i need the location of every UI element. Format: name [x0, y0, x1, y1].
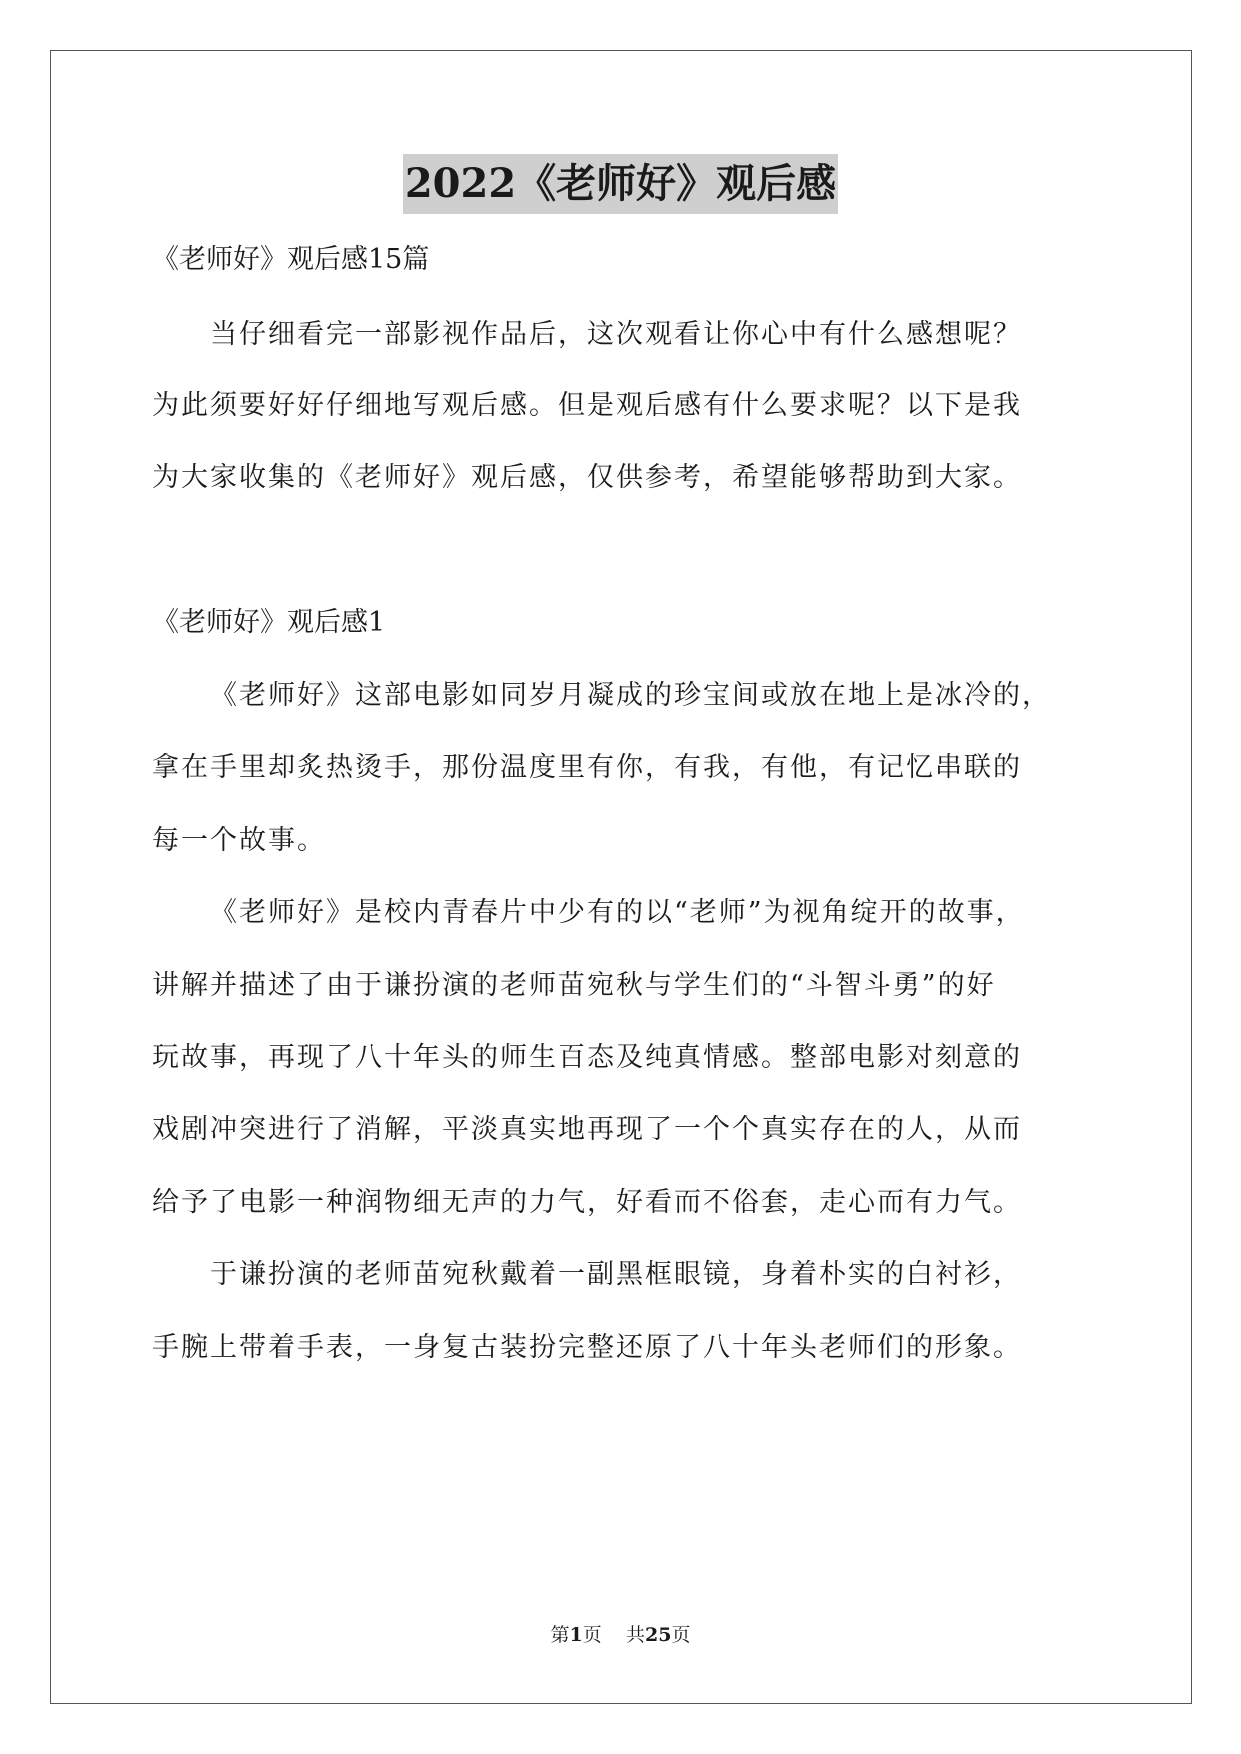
paragraph-line: 手腕上带着手表，一身复古装扮完整还原了八十年头老师们的形象。: [152, 1332, 1022, 1363]
total-suffix: 页: [671, 1624, 691, 1646]
subtitle: 《老师好》观后感15篇: [152, 244, 430, 275]
paragraph-line: 《老师好》是校内青春片中少有的以“老师”为视角绽开的故事，: [210, 897, 1025, 928]
paragraph-line: 每一个故事。: [152, 825, 326, 856]
total-prefix: 共: [625, 1624, 645, 1646]
document-title: 2022《老师好》观后感: [403, 154, 838, 214]
paragraph-line: 戏剧冲突进行了消解，平淡真实地再现了一个个真实存在的人，从而: [152, 1114, 1022, 1145]
section-heading: 《老师好》观后感1: [152, 607, 386, 638]
page-border: [50, 50, 1192, 1704]
paragraph-line: 讲解并描述了由于谦扮演的老师苗宛秋与学生们的“斗智斗勇”的好: [152, 970, 996, 1001]
title-container: [0, 154, 1241, 214]
page-number: 1: [569, 1624, 583, 1646]
paragraph-line: 拿在手里却炙热烫手，那份温度里有你，有我，有他，有记忆串联的: [152, 752, 1022, 783]
intro-line: 为此须要好好仔细地写观后感。但是观后感有什么要求呢？以下是我: [152, 390, 1022, 421]
paragraph-line: 于谦扮演的老师苗宛秋戴着一副黑框眼镜，身着朴实的白衬衫，: [210, 1259, 1022, 1290]
page-footer: [0, 1623, 1241, 1647]
paragraph-line: 给予了电影一种润物细无声的力气，好看而不俗套，走心而有力气。: [152, 1187, 1022, 1218]
paragraph-line: 玩故事，再现了八十年头的师生百态及纯真情感。整部电影对刻意的: [152, 1042, 1022, 1073]
paragraph-line: 《老师好》这部电影如同岁月凝成的珍宝间或放在地上是冰冷的，: [210, 680, 1051, 711]
page-prefix: 第: [550, 1624, 570, 1646]
intro-line: 为大家收集的《老师好》观后感，仅供参考，希望能够帮助到大家。: [152, 462, 1022, 493]
page-suffix: 页: [582, 1624, 602, 1646]
total-pages: 25: [644, 1624, 672, 1646]
intro-line: 当仔细看完一部影视作品后，这次观看让你心中有什么感想呢？: [210, 319, 1022, 350]
